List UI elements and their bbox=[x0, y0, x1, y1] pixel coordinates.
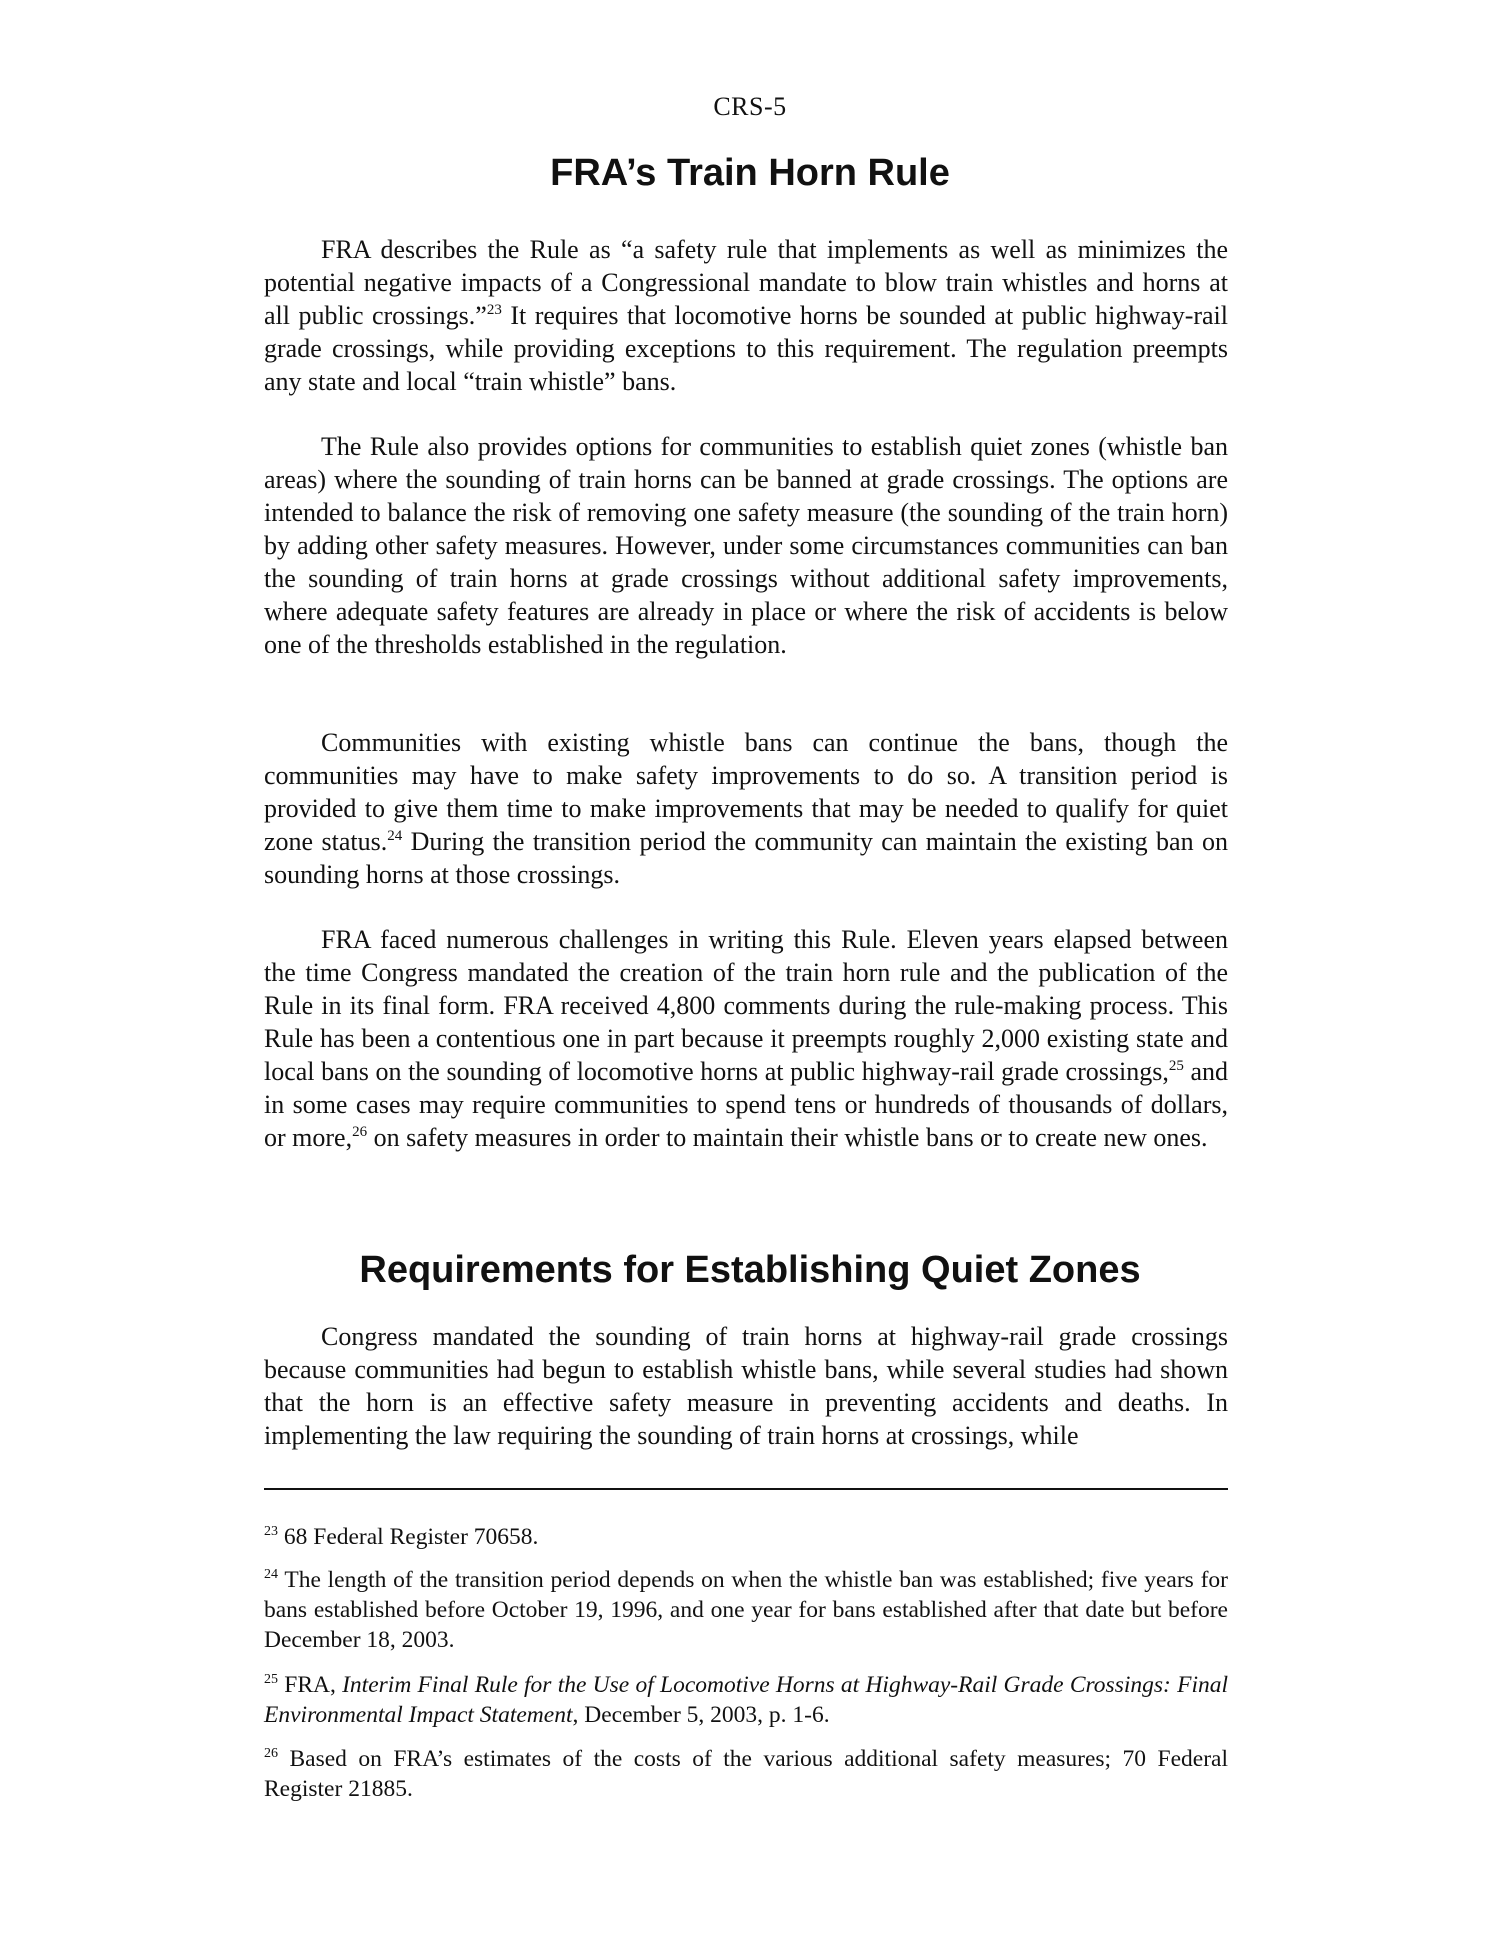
paragraph: The Rule also provides options for communities to establish quiet zones (whistle ban areas) where the sounding of train horns can be banned at grade crossings. The options are intended to balance the risk of removing one safety measure (the sounding of the train horn) by adding other safety measures. However, under some circumstances communities can ban the sounding of train horns at grade crossings without additional safety improvements, where adequate safety features are already in place or where the risk of accidents is below one of the thresholds established in the regulation. bbox=[264, 432, 1228, 659]
paragraph-text: on safety measures in order to maintain their whistle bans or to create new ones. bbox=[367, 1123, 1208, 1152]
footnote-number: 24 bbox=[264, 1567, 278, 1582]
footnote-text: FRA, bbox=[278, 1672, 343, 1698]
footnote-number: 23 bbox=[264, 1524, 278, 1539]
footnote-text: , December 5, 2003, p. 1-6. bbox=[572, 1702, 830, 1728]
footnote bbox=[264, 1744, 1228, 1804]
paragraph bbox=[264, 726, 1228, 891]
footnote-ref[interactable]: 25 bbox=[1168, 1058, 1184, 1074]
paragraph bbox=[264, 233, 1228, 398]
paragraph-text: It requires that locomotive horns be sounded at public highway-rail grade crossings, while providing exceptions to this requirement. The regulation preempts any state and local “train whistle” bans. bbox=[264, 301, 1229, 396]
page-header: CRS-5 bbox=[713, 92, 787, 121]
paragraph bbox=[264, 923, 1228, 1154]
footnote-divider bbox=[264, 1488, 1228, 1490]
section-heading-train-horn-rule: FRA’s Train Horn Rule bbox=[550, 152, 950, 194]
paragraph-text: FRA faced numerous challenges in writing this Rule. Eleven years elapsed between the time Congress mandated the creation of the train horn rule and the publication of the Rule in its final form. FRA received 4,800 comments during the rule-making process. This Rule has been a contentious one in part because it preempts roughly 2,000 existing state and local bans on the sounding of locomotive horns at public highway-rail grade crossings, bbox=[264, 925, 1228, 1086]
paragraph-text: FRA describes the Rule as “a safety rule that implements as well as minimizes the potential negative impacts of a Congressional mandate to blow train whistles and horns at all public crossings.” bbox=[264, 235, 1228, 330]
footnote-text: The length of the transition period depends on when the whistle ban was established; five years for bans established before October 19, 1996, and one year for bans established after that date but before December 18, 2003. bbox=[264, 1567, 1228, 1653]
footnote bbox=[264, 1565, 1228, 1655]
footnote-text: 68 Federal Register 70658. bbox=[278, 1524, 539, 1550]
footnote-number: 25 bbox=[264, 1672, 278, 1687]
footnote-text: Based on FRA’s estimates of the costs of the various additional safety measures; 70 Federal Register 21885. bbox=[264, 1746, 1228, 1802]
paragraph-text: During the transition period the community can maintain the existing ban on sounding horns at those crossings. bbox=[264, 827, 1228, 889]
paragraph-text: Communities with existing whistle bans can continue the bans, though the communities may have to make safety improvements to do so. A transition period is provided to give them time to make improvements that may be needed to qualify for quiet zone status. bbox=[264, 728, 1228, 856]
footnote-ref[interactable]: 23 bbox=[486, 302, 502, 318]
footnote-citation-title: Interim Final Rule for the Use of Locomotive Horns at Highway-Rail Grade Crossings: Final Environmental Impact Statement bbox=[264, 1672, 1229, 1728]
footnote-number: 26 bbox=[264, 1746, 278, 1761]
paragraph: Congress mandated the sounding of train horns at highway-rail grade crossings because communities had begun to establish whistle bans, while several studies had shown that the horn is an effective safety measure in preventing accidents and deaths. In implementing the law requiring the sounding of train horns at crossings, while bbox=[264, 1322, 1228, 1450]
footnote bbox=[264, 1522, 1228, 1552]
footnote-ref[interactable]: 24 bbox=[387, 828, 403, 844]
footnote bbox=[264, 1670, 1228, 1730]
paragraph-text: and in some cases may require communities to spend tens or hundreds of thousands of dollars, or more, bbox=[264, 1057, 1228, 1152]
footnote-ref[interactable]: 26 bbox=[352, 1124, 368, 1140]
section-heading-quiet-zones: Requirements for Establishing Quiet Zones bbox=[359, 1249, 1141, 1291]
